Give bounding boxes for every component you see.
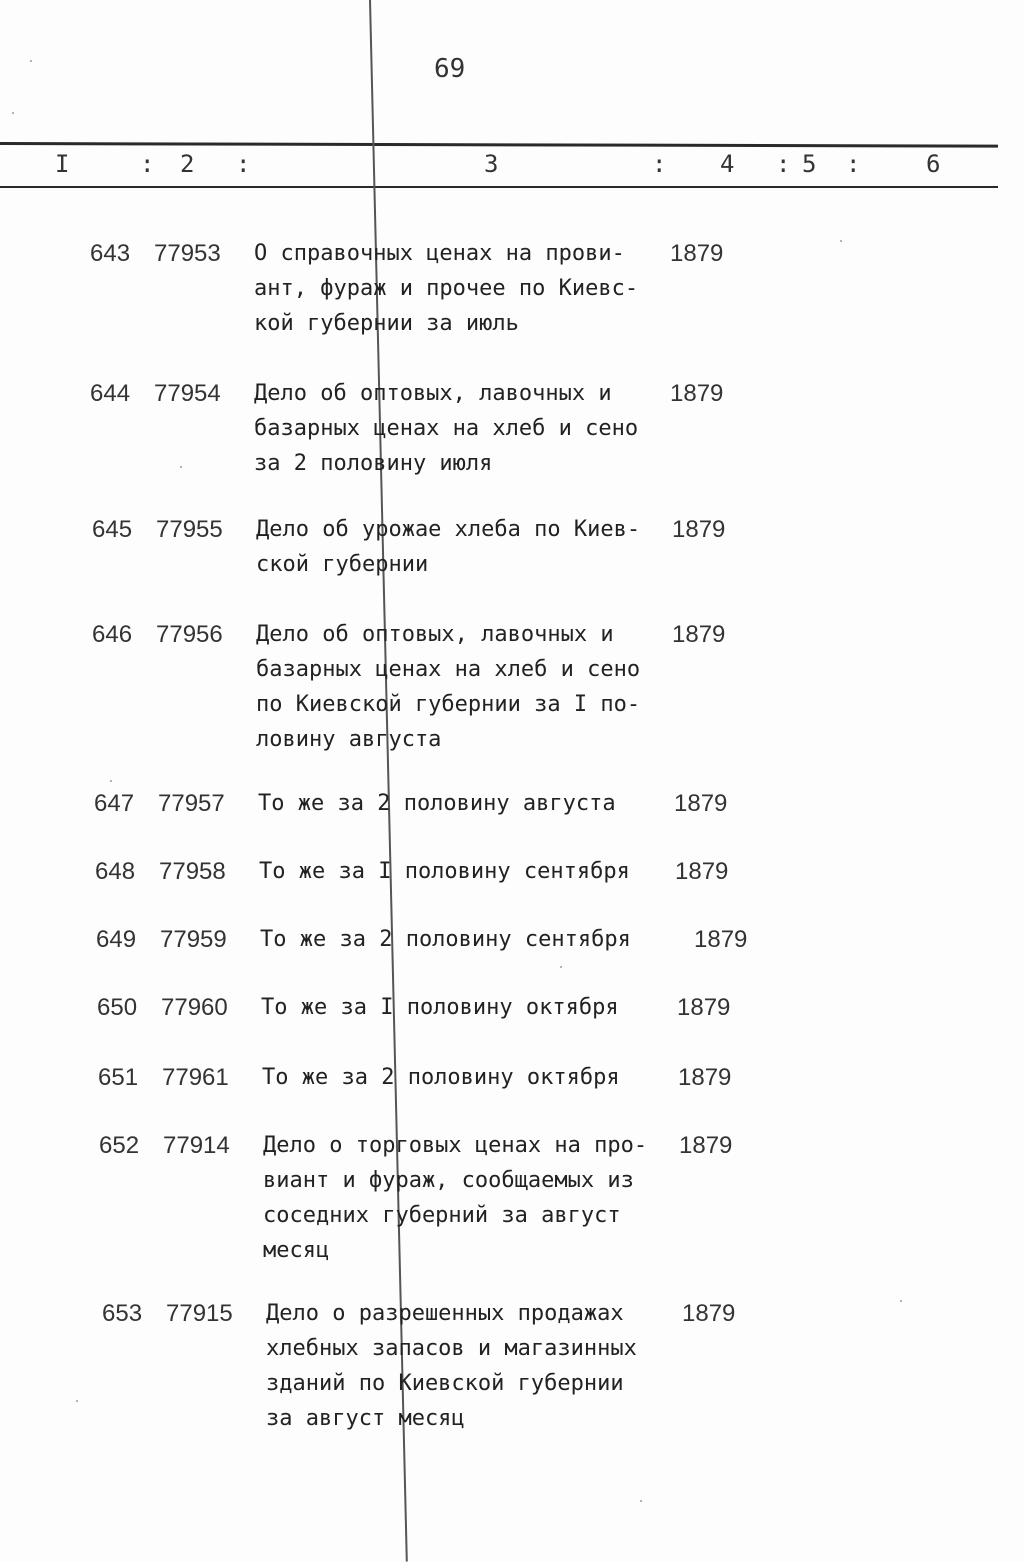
- item-year: 1879: [674, 790, 728, 817]
- item-code: 77956: [156, 621, 223, 648]
- paper-speck: [560, 966, 562, 968]
- item-description: Дело об оптовых, лавочных и базарных ценах на хлеб и сено по Киевской губернии за I по- ловину августа: [256, 622, 641, 752]
- item-description: Дело об оптовых, лавочных и базарных ценах на хлеб и сено за 2 половину июля: [254, 381, 639, 476]
- item-year: 1879: [672, 516, 726, 543]
- item-year: 1879: [678, 1064, 732, 1091]
- item-code: 77954: [154, 380, 221, 407]
- header-top-rule: [0, 142, 998, 148]
- column-separator: :: [776, 150, 791, 178]
- paper-speck: [30, 60, 32, 62]
- page-number: 69: [434, 54, 466, 84]
- item-number: 643: [90, 240, 131, 267]
- item-number: 648: [95, 858, 136, 885]
- item-description: То же за 2 половину октября: [262, 1065, 620, 1090]
- paper-speck: [640, 1500, 642, 1502]
- item-description: О справочных ценах на прови- ант, фураж и прочее по Киевс- кой губернии за июль: [254, 241, 639, 336]
- header-bottom-rule: [0, 186, 998, 188]
- item-number: 647: [94, 790, 135, 817]
- item-code: 77914: [163, 1132, 230, 1159]
- item-year: 1879: [682, 1300, 736, 1327]
- paper-speck: [76, 1400, 78, 1402]
- paper-speck: [180, 466, 182, 468]
- column-separator: :: [846, 150, 861, 178]
- item-code: 77957: [158, 790, 225, 817]
- item-description: Дело о торговых ценах на про- виант и фураж, сообщаемых из соседних губерний за август месяц: [263, 1133, 648, 1263]
- item-number: 644: [90, 380, 131, 407]
- item-code: 77959: [160, 926, 227, 953]
- item-description: Дело о разрешенных продажах хлебных запасов и магазинных зданий по Киевской губернии за август месяц: [266, 1301, 637, 1431]
- paper-speck: [840, 240, 842, 242]
- item-code: 77955: [156, 516, 223, 543]
- item-code: 77915: [166, 1300, 233, 1327]
- item-number: 651: [98, 1064, 139, 1091]
- paper-speck: [110, 780, 112, 782]
- column-header-2: 2: [180, 150, 195, 178]
- item-code: 77961: [162, 1064, 229, 1091]
- column-separator: :: [236, 150, 251, 178]
- item-description: То же за I половину сентября: [259, 859, 630, 884]
- column-header-3: 3: [484, 150, 499, 178]
- item-year: 1879: [675, 858, 729, 885]
- item-code: 77960: [161, 994, 228, 1021]
- item-year: 1879: [670, 380, 724, 407]
- paper-speck: [12, 112, 14, 114]
- column-header-5: 5: [802, 150, 817, 178]
- item-number: 650: [97, 994, 138, 1021]
- column-header-1: I: [55, 150, 70, 178]
- column-separator: :: [140, 150, 155, 178]
- item-year: 1879: [677, 994, 731, 1021]
- column-header-6: 6: [926, 150, 941, 178]
- item-description: То же за I половину октября: [261, 995, 619, 1020]
- item-number: 649: [96, 926, 137, 953]
- item-description: То же за 2 половину сентября: [260, 927, 631, 952]
- item-description: То же за 2 половину августа: [258, 791, 616, 816]
- item-code: 77958: [159, 858, 226, 885]
- item-year: 1879: [679, 1132, 733, 1159]
- item-number: 652: [99, 1132, 140, 1159]
- item-code: 77953: [154, 240, 221, 267]
- column-header-4: 4: [720, 150, 735, 178]
- column-separator: :: [652, 150, 667, 178]
- item-number: 653: [102, 1300, 143, 1327]
- item-number: 645: [92, 516, 133, 543]
- item-description: Дело об урожае хлеба по Киев- ской губернии: [256, 517, 641, 577]
- item-number: 646: [92, 621, 133, 648]
- item-year: 1879: [672, 621, 726, 648]
- item-year: 1879: [670, 240, 724, 267]
- paper-speck: [900, 1300, 902, 1302]
- item-year: 1879: [694, 926, 748, 953]
